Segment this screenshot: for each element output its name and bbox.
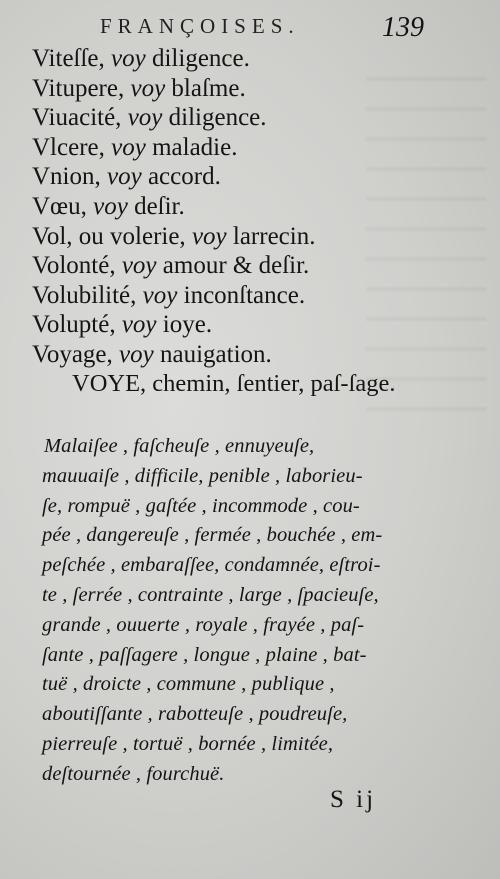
synonym-line: grande , ouuerte , royale , frayée , paſ- <box>42 613 365 636</box>
entry-term: Vnion, <box>32 163 101 191</box>
entry-target: nauigation. <box>159 340 272 368</box>
synonym-line: peſchée , embaraſſee, condamnée, eſtroi- <box>42 554 381 577</box>
entry-term: Volubilité, <box>32 281 137 309</box>
entry-term: Voyage, <box>32 340 113 368</box>
main-entry-headword: VOYE, <box>72 370 147 397</box>
page-number: 139 <box>382 12 424 43</box>
entry-vitupere <box>32 74 472 104</box>
main-entry-voye <box>32 370 444 398</box>
running-head: FRANÇOISES. <box>100 14 300 38</box>
entry-voy: voy <box>142 281 178 309</box>
synonym-line: pée , dangereuſe , fermée , bouchée , em- <box>42 524 383 547</box>
synonym-line: pierreuſe , tortuë , bornée , limitée, <box>42 732 334 755</box>
entry-vitesse <box>32 44 472 74</box>
entry-vlcere <box>32 133 472 163</box>
main-entry-definition: chemin, ſentier, paſ-ſage. <box>152 370 396 397</box>
entry-voy: voy <box>121 311 157 339</box>
entry-voy: voy <box>121 252 157 280</box>
entry-term: Vlcere, <box>32 133 105 161</box>
entry-target: diligence. <box>151 45 250 72</box>
synonym-line: deſtournée , fourchuë. <box>42 762 225 785</box>
synonym-list <box>42 432 460 790</box>
entry-vol <box>32 222 472 252</box>
signature-mark: S ij <box>330 786 377 813</box>
entry-voy: voy <box>111 45 146 72</box>
synonym-line: Malaiſee , faſcheuſe , ennuyeuſe, <box>44 435 315 457</box>
synonym-line: tuë , droicte , commune , publique , <box>42 673 335 696</box>
entry-term: Viuacité, <box>32 104 122 132</box>
entry-target: larrecin. <box>232 222 316 250</box>
synonym-line: ſe, rompuë , gaſtée , incommode , cou- <box>42 494 360 517</box>
entry-voyage <box>32 340 472 370</box>
entry-term: Vitupere, <box>32 74 125 102</box>
entry-term: Volupté, <box>32 311 116 339</box>
entry-target: ioye. <box>162 311 213 339</box>
entry-target: blaſme. <box>171 74 246 102</box>
entry-volupte <box>32 310 472 340</box>
synonym-line: te , ſerrée , contrainte , large , ſpacieuſe, <box>42 583 379 606</box>
entry-term: Vœu, <box>32 192 87 220</box>
cross-reference-list <box>32 44 472 370</box>
entry-term: Viteſſe, <box>32 45 105 72</box>
entry-vnion <box>32 162 472 192</box>
entry-voy: voy <box>191 222 227 250</box>
entry-volonte <box>32 251 472 281</box>
entry-target: inconſtance. <box>183 281 306 309</box>
entry-term: Vol, ou volerie, <box>32 222 186 250</box>
entry-viuacite <box>32 103 472 133</box>
entry-target: amour & deſir. <box>162 252 310 280</box>
entry-voy: voy <box>130 74 166 102</box>
synonym-line: ſante , paſſagere , longue , plaine , bat- <box>42 643 367 666</box>
entry-voy: voy <box>119 340 154 368</box>
entry-voy: voy <box>107 163 142 191</box>
entry-term: Volonté, <box>32 252 116 280</box>
entry-voy: voy <box>111 133 146 161</box>
entry-target: diligence. <box>168 104 267 132</box>
synonym-line: mauuaiſe , difficile, penible , laborieu- <box>42 464 363 487</box>
entry-target: maladie. <box>152 133 238 161</box>
entry-target: deſir. <box>134 192 185 220</box>
entry-volubilite <box>32 281 472 311</box>
entry-voy: voy <box>127 104 163 132</box>
synonym-line: aboutiſſante , rabotteuſe , poudreuſe, <box>42 703 348 726</box>
entry-voy: voy <box>93 192 128 220</box>
entry-voeu <box>32 192 472 222</box>
entry-target: accord. <box>147 163 221 191</box>
